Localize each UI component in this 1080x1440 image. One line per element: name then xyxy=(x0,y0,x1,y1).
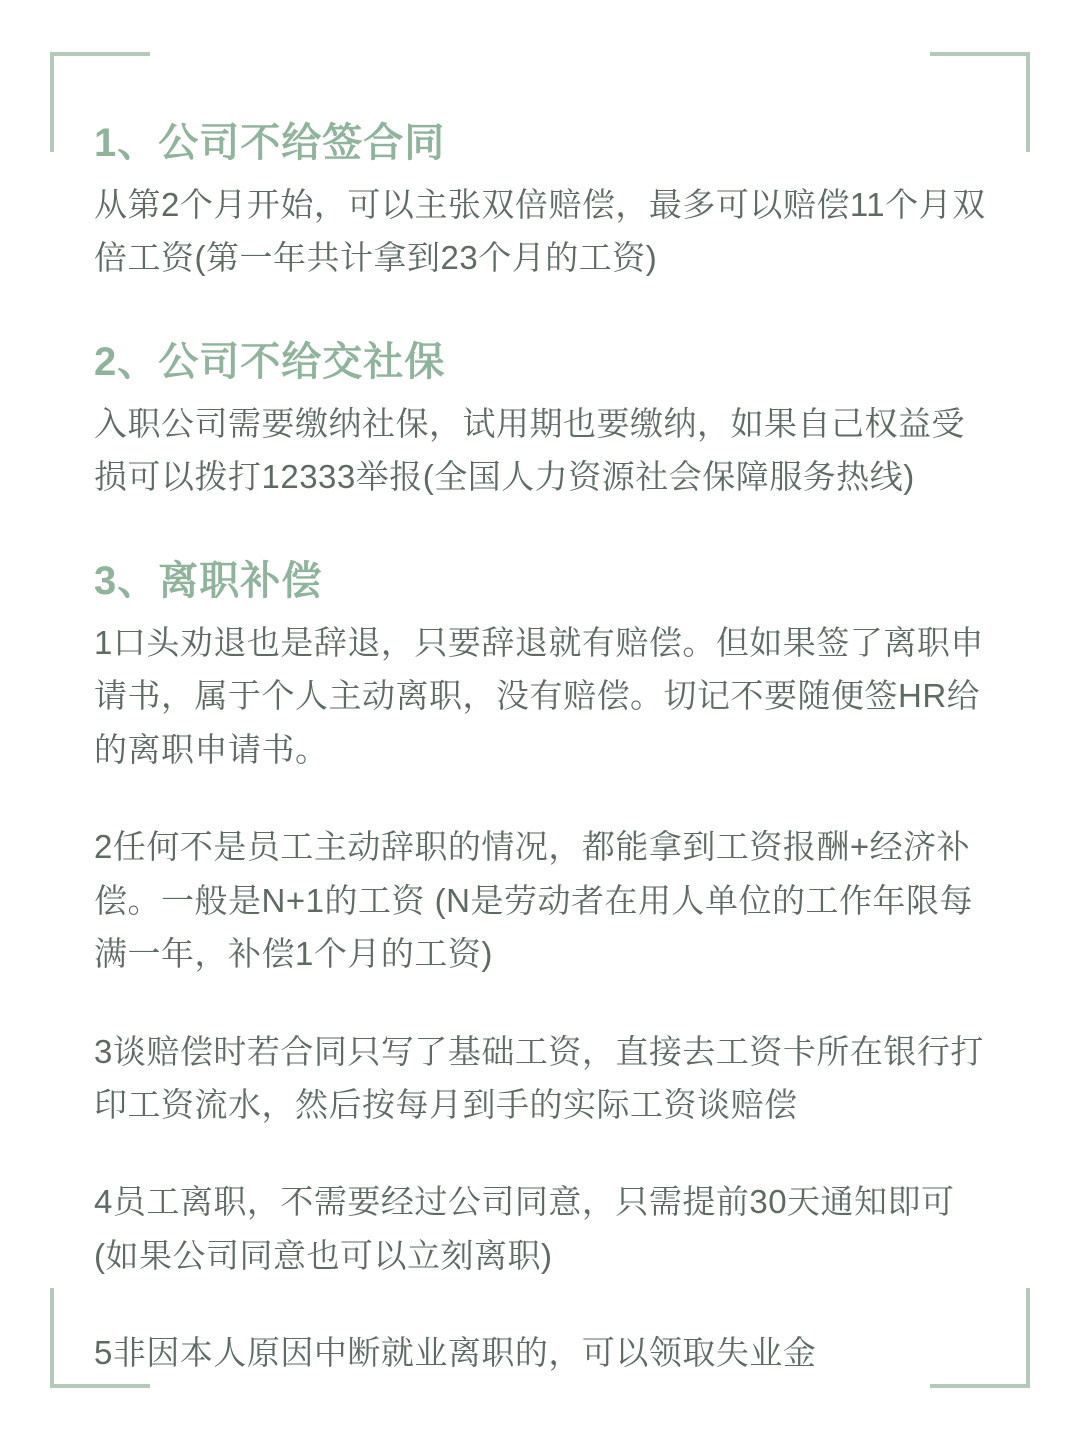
section-title: 1、公司不给签合同 xyxy=(94,121,446,165)
section-severance xyxy=(94,556,994,1380)
section-paragraph: 3谈赔偿时若合同只写了基础工资，直接去工资卡所在银行打印工资流水，然后按每月到手的实际工资谈赔偿 xyxy=(94,1032,984,1123)
section-paragraph: 4员工离职，不需要经过公司同意，只需提前30天通知即可(如果公司同意也可以立刻离职) xyxy=(94,1183,955,1274)
section-contract xyxy=(94,118,994,285)
section-paragraph: 5非因本人原因中断就业离职的，可以领取失业金 xyxy=(94,1334,817,1372)
section-paragraph: 入职公司需要缴纳社保，试用期也要缴纳，如果自己权益受损可以拨打12333举报(全国人力资源社会保障服务热线) xyxy=(94,404,965,496)
section-paragraph: 1口头劝退也是辞退，只要辞退就有赔偿。但如果签了离职申请书，属于个人主动离职，没有赔偿。切记不要随便签HR给的离职申请书。 xyxy=(94,623,984,768)
section-title: 3、离职补偿 xyxy=(94,558,323,603)
section-social-insurance xyxy=(94,337,994,504)
document-content xyxy=(94,118,994,1414)
section-paragraph: 2任何不是员工主动辞职的情况，都能拿到工资报酬+经济补偿。一般是N+1的工资 (N是劳动者在用人单位的工作年限每满一年，补偿1个月的工资) xyxy=(94,828,973,973)
section-paragraph: 从第2个月开始，可以主张双倍赔偿，最多可以赔偿11个月双倍工资(第一年共计拿到23个月的工资) xyxy=(94,186,986,277)
section-title: 2、公司不给交社保 xyxy=(94,339,446,384)
